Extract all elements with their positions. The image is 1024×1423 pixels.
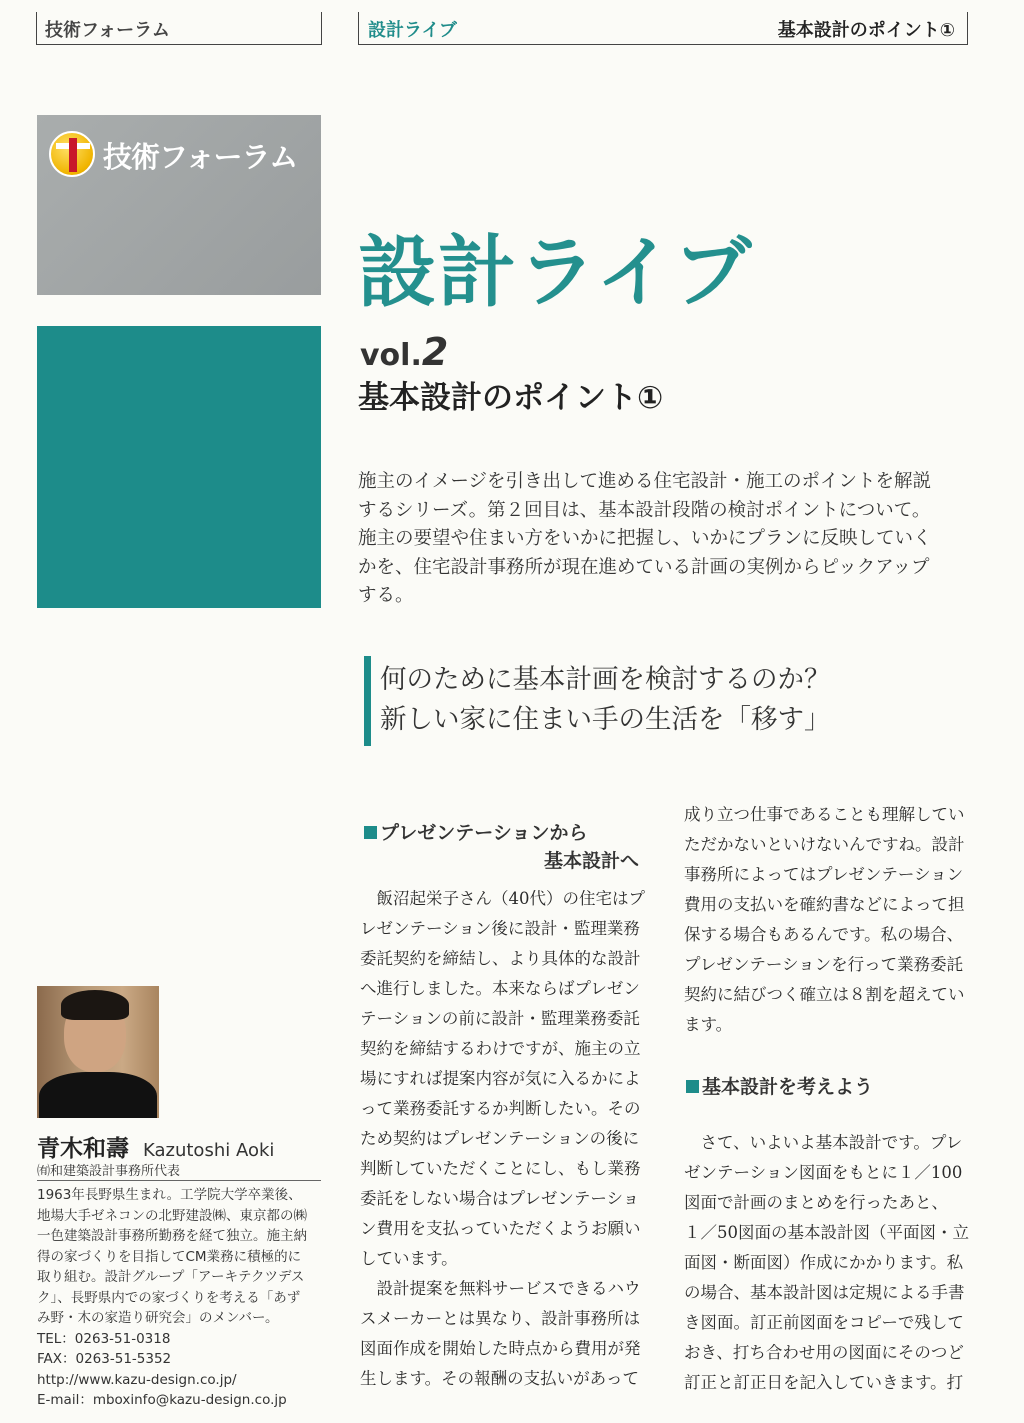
body-line: 面図・断面図）作成にかかります。私 [684, 1253, 964, 1272]
bio-line: 地場大手ゼネコンの北野建設㈱、東京都の㈱ [37, 1207, 307, 1224]
lead-line: する。 [358, 585, 414, 606]
body-line: プレゼンテーションを行って業務委託 [684, 955, 964, 974]
body-line: ため契約はプレゼンテーションの後に [360, 1129, 640, 1148]
body-line: しています。 [360, 1249, 458, 1268]
question-heading [380, 660, 831, 740]
body-line: 保する場合もあるんです。私の場合、 [684, 925, 964, 944]
body-line: へ進行しました。本来ならばプレゼン [360, 979, 640, 998]
author-name-ja: 青木和壽 [37, 1136, 129, 1162]
forum-logo-panel [37, 115, 321, 295]
decorative-teal-panel [37, 326, 321, 608]
body-line: テーションの前に設計・監理業務委託 [360, 1009, 640, 1028]
bio-line: 1963年長野県生まれ。工学院大学卒業後、 [37, 1187, 302, 1203]
body-line: 契約に結びつく確立は８割を超えてい [684, 985, 965, 1004]
body-line: の場合、基本設計図は定規による手書 [684, 1283, 965, 1302]
bio-line: 得の家づくりを目指してCM業務に積極的に [37, 1248, 302, 1265]
body-line: 委託をしない場合はプレゼンテーショ [360, 1189, 640, 1208]
bio-line: 一色建築設計事務所勤務を経て独立。施主納 [37, 1228, 307, 1244]
author-bio [37, 1185, 321, 1411]
forum-logo-icon [49, 131, 95, 177]
section2-heading [686, 1072, 873, 1099]
header-category: 技術フォーラム [45, 20, 170, 41]
bio-line: 取り組む。設計グループ「アーキテクツデス [37, 1269, 305, 1285]
body-line: 委託契約を締結し、より具体的な設計 [360, 949, 641, 968]
page-title: 設計ライブ [358, 228, 754, 318]
body-line: 契約を締結するわけですが、施主の立 [360, 1039, 641, 1058]
volume-number: 2 [421, 330, 449, 374]
bio-line: ク」、長野県内での家づくりを考える「あず [37, 1289, 301, 1306]
section1-heading-line2: 基本設計へ [544, 850, 640, 872]
section1-heading [364, 818, 587, 845]
author-organization: ㈲和建築設計事務所代表 [37, 1164, 181, 1179]
body-line: 事務所によってはプレゼンテーション [684, 865, 964, 884]
header-left [36, 12, 322, 45]
body-line: 訂正と訂正日を記入していきます。打 [684, 1373, 964, 1392]
body-line: き図面。訂正前図面をコピーで残して [684, 1313, 964, 1332]
body-line: 場にすれば提案内容が気に入るかによ [360, 1069, 641, 1088]
header-right [358, 12, 968, 45]
body-line: ゼンテーション図面をもとに１／100 [684, 1163, 963, 1182]
body-line: 費用の支払いを確約書などによって担 [684, 895, 965, 914]
body-line: 図面作成を開始した時点から費用が発 [360, 1339, 641, 1358]
body-line: おき、打ち合わせ用の図面にそのつど [684, 1343, 964, 1362]
section1-body [360, 884, 645, 1394]
header-article-title: 基本設計のポイント① [777, 20, 955, 41]
question-line: 何のために基本計画を検討するのか？ [380, 664, 831, 695]
body-line: ます。 [684, 1015, 733, 1034]
body-line: ただかないといけないんですね。設計 [684, 835, 965, 854]
lead-line: 施主のイメージを引き出して進める住宅設計・施工のポイントを解説 [358, 471, 931, 492]
body-line: レゼンテーション後に設計・監理業務 [360, 919, 640, 938]
section1-continued [684, 800, 965, 1040]
body-line: １／50図面の基本設計図（平面図・立 [684, 1223, 969, 1242]
question-line: 新しい家に住まい手の生活を「移す」 [380, 704, 831, 735]
lead-paragraph [358, 468, 970, 611]
volume-label [360, 330, 448, 374]
lead-line: かを、住宅設計事務所が現在進めている計画の実例からピックアップ [358, 556, 930, 578]
bio-line: み野・木の家造り研究会」のメンバー。 [37, 1310, 279, 1326]
lead-line: するシリーズ。第２回目は、基本設計段階の検討ポイントについて。 [358, 499, 931, 521]
body-line: 成り立つ仕事であることも理解してい [684, 805, 965, 824]
section2-heading-text: 基本設計を考えよう [702, 1076, 874, 1098]
body-line: 生します。その報酬の支払いがあって [360, 1369, 640, 1388]
body-line: 判断していただくことにし、もし業務 [360, 1159, 641, 1178]
author-name-roman: Kazutoshi Aoki [143, 1140, 275, 1161]
article-subtitle: 基本設計のポイント① [358, 380, 664, 416]
volume-prefix: vol. [360, 338, 422, 373]
body-line: 図面で計画のまとめを行ったあと、 [684, 1193, 948, 1212]
square-bullet-icon [364, 826, 377, 839]
bio-email-link[interactable]: E-mail：mboxinfo@kazu-design.co.jp [37, 1392, 287, 1408]
header-section: 設計ライブ [368, 20, 457, 41]
author-photo [37, 986, 159, 1118]
divider [37, 1180, 321, 1181]
body-line: スメーカーとは異なり、設計事務所は [360, 1309, 641, 1328]
body-line: さて、いよいよ基本設計です。プレ [684, 1133, 963, 1152]
section1-heading-line1: プレゼンテーションから [380, 822, 588, 844]
bio-website-link[interactable]: http://www.kazu-design.co.jp/ [37, 1371, 237, 1388]
lead-line: 施主の要望や住まい方をいかに把握し、いかにプランに反映していく [358, 528, 932, 549]
body-line: って業務委託するか判断したい。その [360, 1099, 641, 1118]
section2-body [684, 1128, 969, 1398]
body-line: 飯沼起栄子さん（40代）の住宅はプ [360, 889, 645, 908]
square-bullet-icon [686, 1080, 699, 1093]
author-name [37, 1130, 274, 1163]
bio-fax: FAX：0263-51-5352 [37, 1351, 172, 1367]
body-line: ン費用を支払っていただくようお願い [360, 1219, 641, 1238]
bio-tel: TEL：0263-51-0318 [37, 1330, 171, 1347]
body-line: 設計提案を無料サービスできるハウ [360, 1279, 641, 1298]
forum-logo-text: 技術フォーラム [103, 140, 298, 174]
question-accent-bar [364, 656, 371, 746]
